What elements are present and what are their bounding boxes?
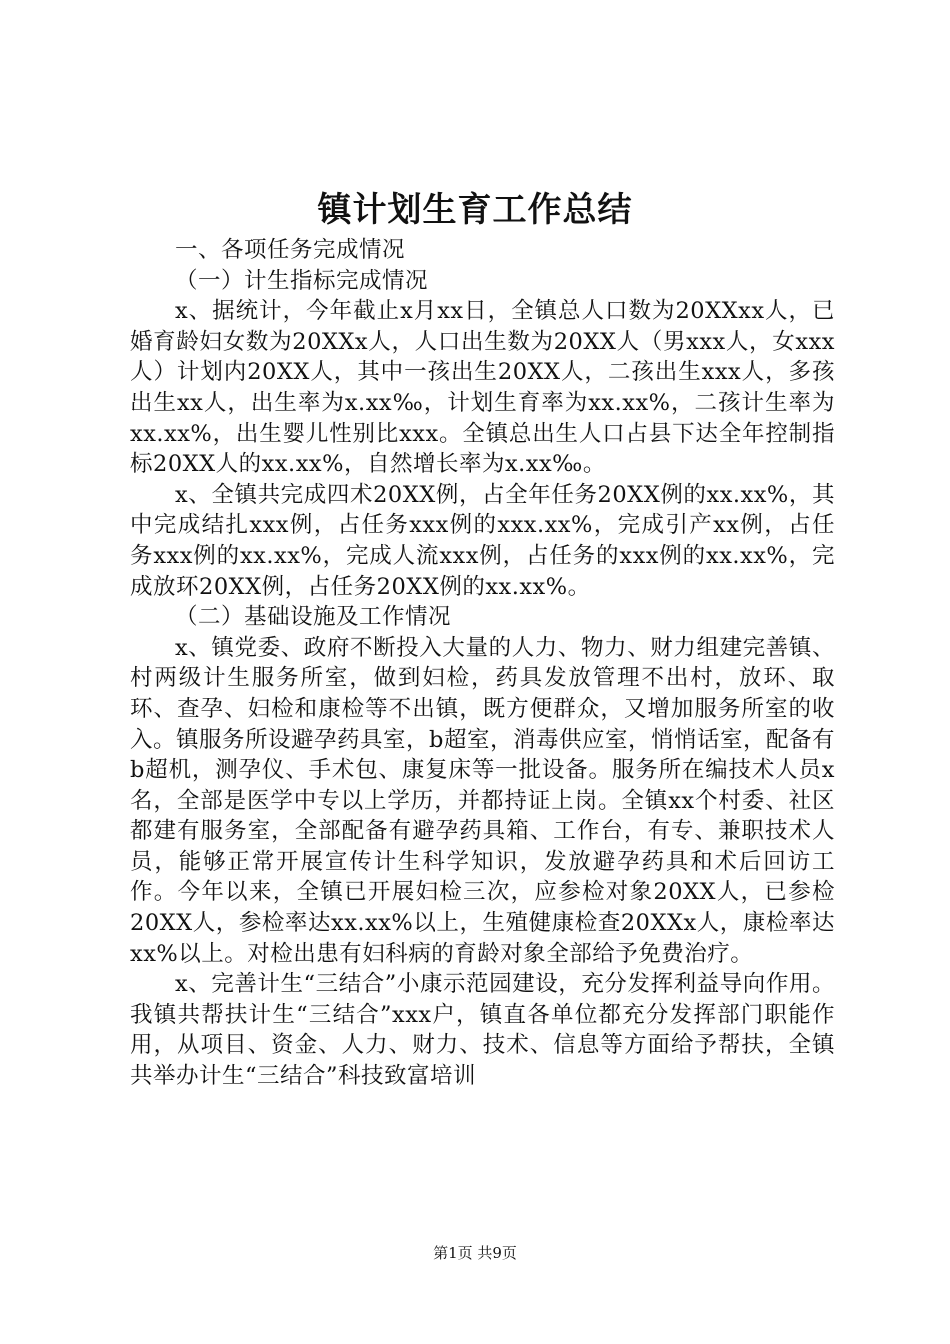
page-footer: 第1页 共9页 [433, 1244, 517, 1262]
paragraph: x、全镇共完成四术20XX例，占全年任务20XX例的xx.xx%，其中完成结扎xxx例，占任务xxx例的xxx.xx%，完成引产xx例，占任务xxx例的xx.xx%，完成人流xxx例，占任务的xxx例的xx.xx%，完成放环20XX例，占任务20XX例的xx.xx%。 [130, 481, 835, 600]
subsection-heading: （一）计生指标完成情况 [175, 267, 429, 294]
paragraph: x、据统计，今年截止x月xx日，全镇总人口数为20XXxx人，已婚育龄妇女数为20XXx人，人口出生数为20XX人（男xxx人，女xxx人）计划内20XX人，其中一孩出生20XX人，二孩出生xxx人，多孩出生xx人，出生率为x.xx‰，计划生育率为xx.xx%，二孩计生率为xx.xx%，出生婴儿性别比xxx。全镇总出生人口占县下达全年控制指标20XX人的xx.xx%，自然增长率为x.xx‰。 [130, 298, 835, 478]
section-heading: 一、各项任务完成情况 [175, 237, 406, 263]
paragraph: x、镇党委、政府不断投入大量的人力、物力、财力组建完善镇、村两级计生服务所室，做到妇检，药具发放管理不出村，放环、取环、查孕、妇检和康检等不出镇，既方便群众，又增加服务所室的收入。镇服务所设避孕药具室，b超室，消毒供应室，悄悄话室，配备有b超机，测孕仪、手术包、康复床等一批设备。服务所在编技术人员x名，全部是医学中专以上学历，并都持证上岗。全镇xx个村委、社区都建有服务室，全部配备有避孕药具箱、工作台，有专、兼职技术人员，能够正常开展宣传计生科学知识，发放避孕药具和术后回访工作。今年以来，全镇已开展妇检三次，应参检对象20XX人，已参检20XX人，参检率达xx.xx%以上，生殖健康检查20XXx人，康检率达xx%以上。对检出患有妇科病的育龄对象全部给予免费治疗。 [130, 634, 835, 967]
document-body [130, 235, 835, 1092]
subsection-heading: （二）基础设施及工作情况 [175, 604, 452, 631]
paragraph: x、完善计生“三结合”小康示范园建设，充分发挥利益导向作用。我镇共帮扶计生“三结合”xxx户，镇直各单位都充分发挥部门职能作用，从项目、资金、人力、财力、技术、信息等方面给予帮扶，全镇共举办计生“三结合”科技致富培训 [130, 971, 835, 1090]
document-title: 镇计划生育工作总结 [317, 190, 633, 230]
